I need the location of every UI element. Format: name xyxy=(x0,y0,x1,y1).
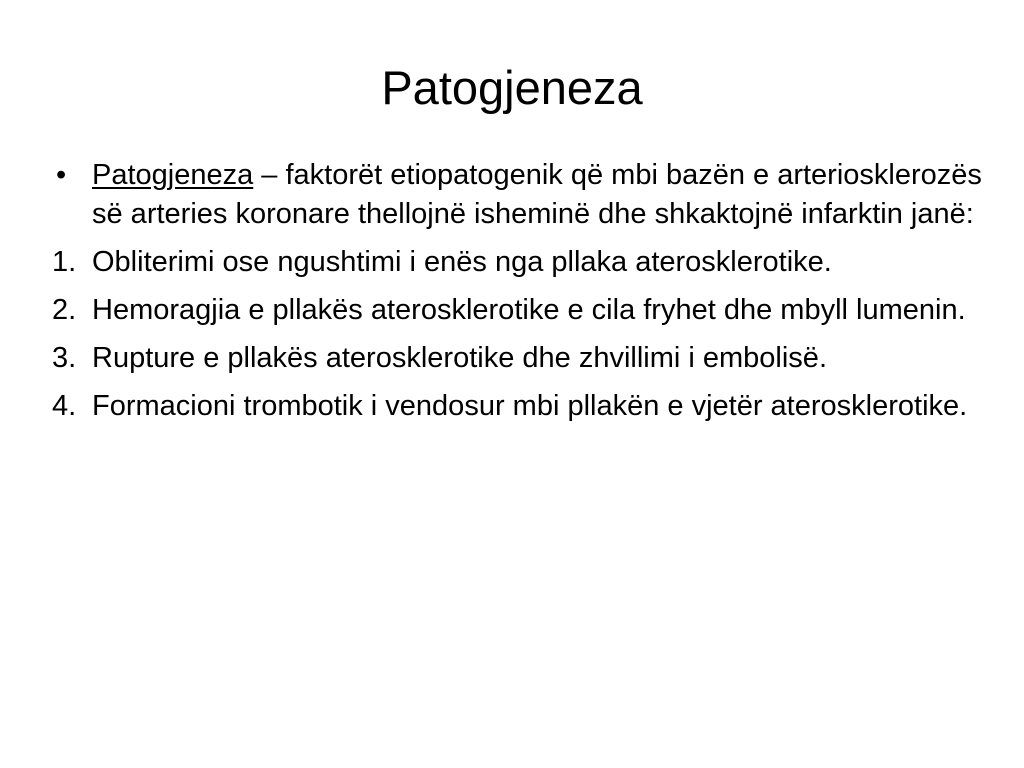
intro-term: Patogjeneza xyxy=(92,159,254,191)
list-number-1: 1. xyxy=(52,246,77,278)
intro-bullet-item xyxy=(52,156,982,234)
list-text-1: Obliterimi ose ngushtimi i enës nga pllaka aterosklerotike. xyxy=(92,246,832,278)
list-number-2: 2. xyxy=(52,294,77,326)
list-text-4: Formacioni trombotik i vendosur mbi pllakën e vjetër aterosklerotike. xyxy=(92,390,968,422)
slide-title: Patogjeneza xyxy=(381,61,643,114)
list-number-4: 4. xyxy=(52,390,77,422)
bullet-marker: • xyxy=(56,159,67,191)
list-number-3: 3. xyxy=(52,342,77,374)
list-text-2: Hemoragjia e pllakës aterosklerotike e cila fryhet dhe mbyll lumenin. xyxy=(92,294,966,326)
list-item-1 xyxy=(52,243,982,282)
list-text-3: Rupture e pllakës aterosklerotike dhe zhvillimi i embolisë. xyxy=(92,342,827,374)
list-item-3 xyxy=(52,339,982,378)
list-item-4 xyxy=(52,387,982,426)
intro-text: – faktorët etiopatogenik që mbi bazën e arteriosklerozës së arteries koronare thellojnë isheminë dhe shkaktojnë infarktin janë: xyxy=(92,159,982,230)
slide-content xyxy=(52,156,982,435)
list-item-2 xyxy=(52,291,982,330)
